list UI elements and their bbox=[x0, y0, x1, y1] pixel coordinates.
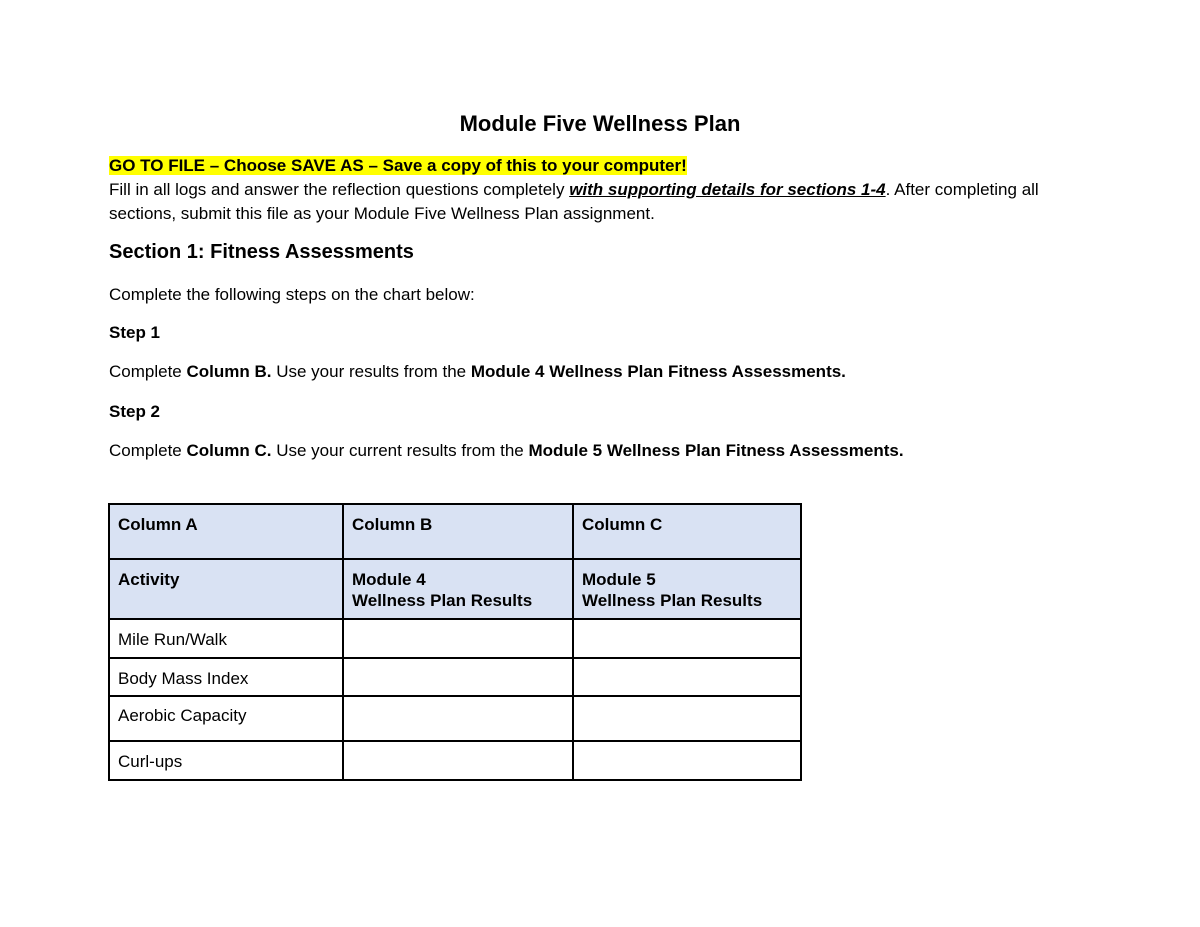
module5-result-cell[interactable] bbox=[573, 619, 801, 658]
header-column-c: Column C bbox=[573, 504, 801, 559]
save-notice: GO TO FILE – Choose SAVE AS – Save a copy of this to your computer! bbox=[109, 156, 687, 175]
intro-text-part2: . After completing all sections, submit this file as your Module Five Wellness Plan assignment. bbox=[109, 180, 1039, 223]
module4-result-cell[interactable] bbox=[343, 741, 573, 780]
subheader-module4-line1: Module 4 bbox=[352, 570, 426, 589]
step1-bold-b: Module 4 Wellness Plan Fitness Assessments. bbox=[470, 362, 846, 381]
table-row bbox=[109, 619, 801, 658]
step1-text-a: Complete bbox=[109, 362, 187, 381]
table-row bbox=[109, 696, 801, 741]
step1-bold-a: Column B. bbox=[186, 362, 272, 381]
subheader-module4 bbox=[343, 559, 573, 619]
activity-cell: Body Mass Index bbox=[109, 658, 343, 696]
step2-bold-b: Module 5 Wellness Plan Fitness Assessments. bbox=[528, 441, 904, 460]
table-header-row bbox=[109, 504, 801, 559]
table-subheader-row bbox=[109, 559, 801, 619]
step1-instruction bbox=[109, 360, 1094, 384]
intro-text-part1: Fill in all logs and answer the reflection questions completely bbox=[109, 180, 570, 199]
step2-text-b: Use your current results from the bbox=[271, 441, 529, 460]
header-column-b: Column B bbox=[343, 504, 573, 559]
step2-label: Step 2 bbox=[109, 402, 161, 421]
step2-bold-a: Column C. bbox=[186, 441, 272, 460]
step1-label: Step 1 bbox=[109, 323, 161, 342]
subheader-activity: Activity bbox=[109, 559, 343, 619]
module4-result-cell[interactable] bbox=[343, 658, 573, 696]
module5-result-cell[interactable] bbox=[573, 741, 801, 780]
subheader-module5 bbox=[573, 559, 801, 619]
module5-result-cell[interactable] bbox=[573, 658, 801, 696]
subheader-module5-line1: Module 5 bbox=[582, 570, 656, 589]
step2-instruction bbox=[109, 439, 1094, 463]
activity-cell: Mile Run/Walk bbox=[109, 619, 343, 658]
module4-result-cell[interactable] bbox=[343, 619, 573, 658]
subheader-module5-line2: Wellness Plan Results bbox=[582, 591, 763, 610]
activity-cell: Aerobic Capacity bbox=[109, 696, 343, 741]
section1-heading: Section 1: Fitness Assessments bbox=[109, 241, 414, 263]
intro-block bbox=[109, 154, 1094, 226]
section1-lead: Complete the following steps on the chart below: bbox=[109, 285, 475, 304]
table-row bbox=[109, 658, 801, 696]
step1-text-b: Use your results from the bbox=[271, 362, 471, 381]
activity-cell: Curl-ups bbox=[109, 741, 343, 780]
module4-result-cell[interactable] bbox=[343, 696, 573, 741]
step2-text-a: Complete bbox=[109, 441, 187, 460]
subheader-module4-line2: Wellness Plan Results bbox=[352, 591, 533, 610]
page-title: Module Five Wellness Plan bbox=[459, 111, 741, 136]
header-column-a: Column A bbox=[109, 504, 343, 559]
table-row bbox=[109, 741, 801, 780]
intro-emphasis: with supporting details for sections 1-4 bbox=[569, 180, 886, 199]
fitness-assessment-table bbox=[108, 503, 802, 781]
module5-result-cell[interactable] bbox=[573, 696, 801, 741]
